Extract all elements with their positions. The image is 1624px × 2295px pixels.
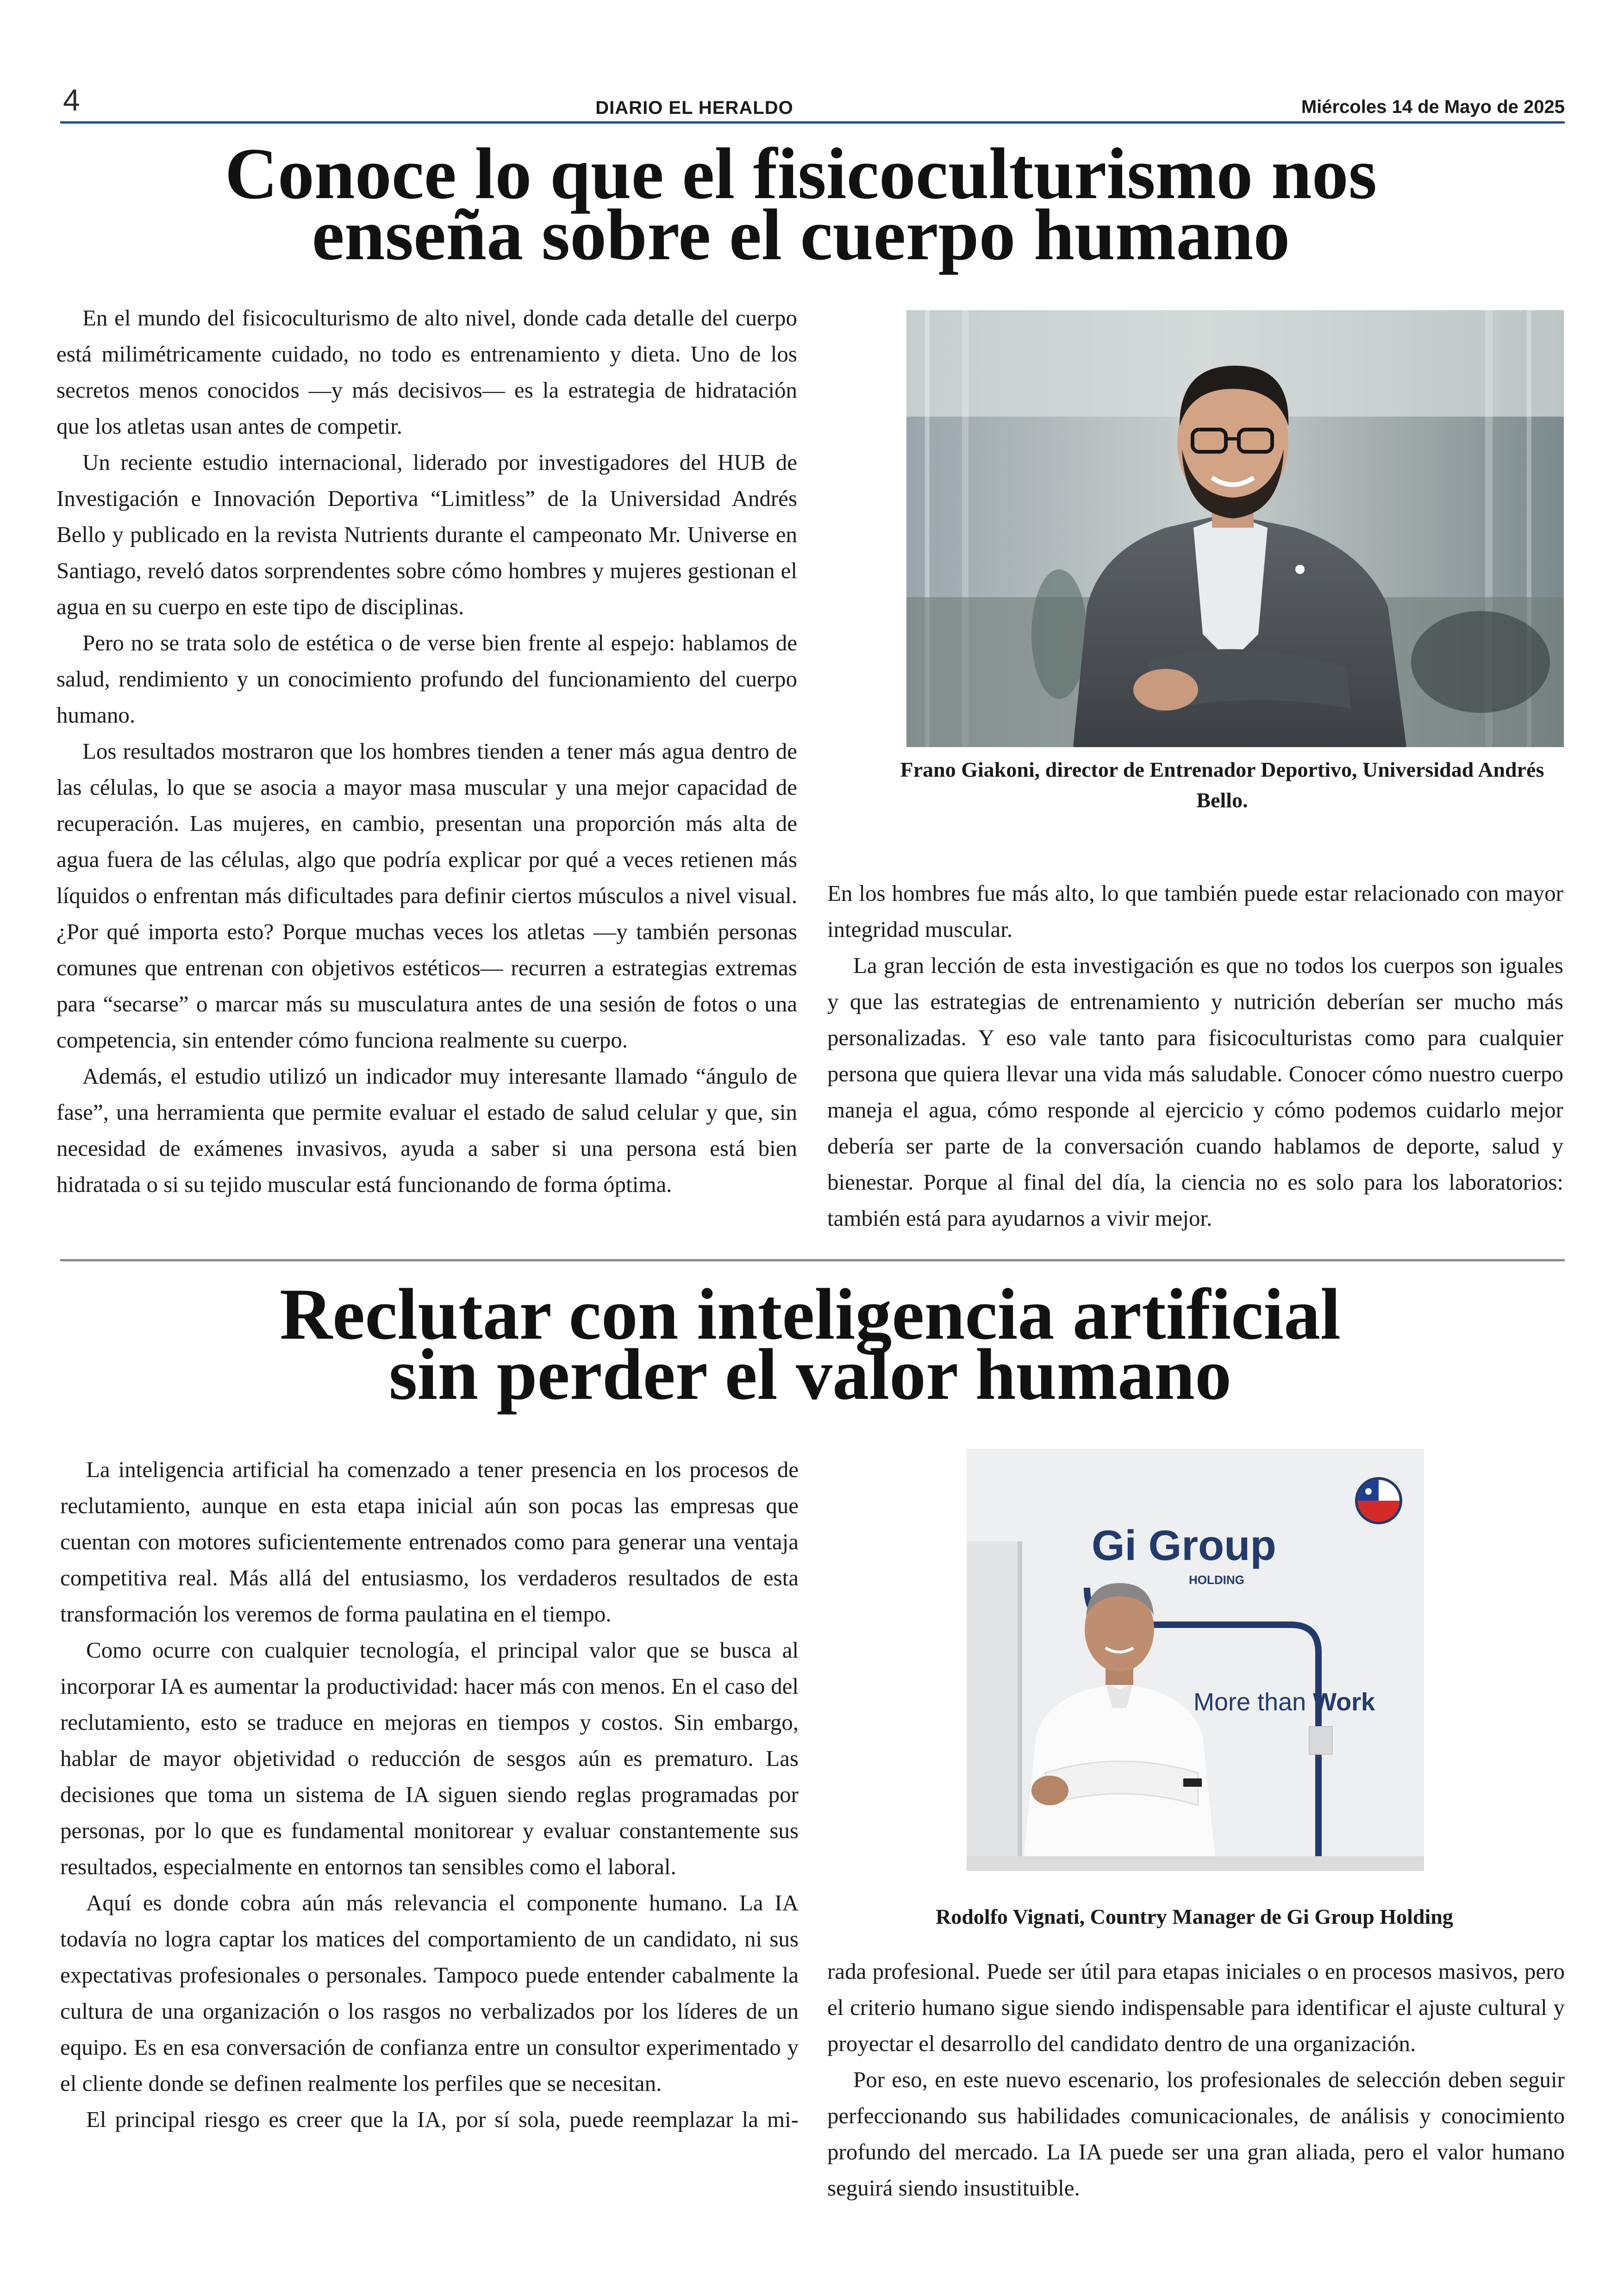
article2-paragraph: Como ocurre con cualquier tecnología, el principal valor que se busca al incorporar IA es aumentar la productividad: hacer más con menos. En el caso del reclutamiento, esto se traduce en mejoras en tiempos y costos. Sin embargo, hablar de mayor objetividad o reducción de sesgos aún es prematuro. Las decisiones que toma un sistema de IA siguen siendo reglas programadas por personas, por lo que es fundamental monitorear y evaluar constantemente sus resultados, especialmente en entornos tan sensibles como el laboral. <box>60 1637 799 1879</box>
page-number: 4 <box>63 83 80 117</box>
article2-column1 <box>60 1452 799 2138</box>
article2-paragraph: Aquí es donde cobra aún más relevancia el componente humano. La IA todavía no logra captar los matices del comportamiento de un candidato, ni sus expectativas profesionales o personales. Tampoco puede entender cabalmente la cultura de una organización o los rasgos no verbalizados por los líderes de un equipo. Es en esa conversación de confianza entre un consultor experimentado y el cliente donde se definen realmente los perfiles que se necesitan. <box>60 1890 799 2096</box>
article2-headline-line2: sin perder el valor humano <box>388 1334 1232 1415</box>
article1-headline-line2: enseña sobre el cuerpo humano <box>312 194 1290 275</box>
article1-paragraph: Además, el estudio utilizó un indicador muy interesante llamado “ángulo de fase”, una herramienta que permite evaluar el estado de salud celular y que, sin necesidad de exámenes invasivos, ayuda a saber si una persona está bien hidratada o si su tejido muscular está funcionando de forma óptima. <box>56 1063 797 1197</box>
article2-column2 <box>827 1953 1565 2206</box>
article2-paragraph: Por eso, en este nuevo escenario, los profesionales de selección deben seguir perfeccionando sus habilidades comunicacionales, de análisis y conocimiento profundo del mercado. La IA puede ser una gran aliada, pero el valor humano seguirá siendo insustituible. <box>827 2067 1565 2201</box>
article2-paragraph: El principal riesgo es creer que la IA, por sí sola, puede reemplazar la mi- <box>86 2107 799 2132</box>
article1-headline <box>14 133 1588 275</box>
article1-continuation: En los hombres fue más alto, lo que también puede estar relacionado con mayor integridad muscular. <box>827 880 1563 942</box>
article2-photo <box>967 1449 1424 1871</box>
article1-column1 <box>56 300 797 1203</box>
article2-paragraph: La inteligencia artificial ha comenzado a tener presencia en los procesos de reclutamiento, aunque en esta etapa inicial aún son pocas las empresas que cuentan con motores suficientemente entrenados como para generar una ventaja competitiva real. Más allá del entusiasmo, los verdaderos resultados de esta transformación los veremos de forma paulatina en el tiempo. <box>60 1457 799 1627</box>
chile-flag-icon <box>1356 1478 1401 1523</box>
article1-paragraph: Un reciente estudio internacional, liderado por investigadores del HUB de Investigación e Innovación Deportiva “Limitless” de la Universidad Andrés Bello y publicado en la revista Nutrients durante el campeonato Mr. Universe en Santiago, reveló datos sorprendentes sobre cómo hombres y mujeres gestionan el agua en su cuerpo en este tipo de disciplinas. <box>56 449 797 619</box>
issue-date: Miércoles 14 de Mayo de 2025 <box>1301 97 1565 117</box>
article2-headline <box>0 1274 1620 1415</box>
article1-paragraph: Pero no se trata solo de estética o de verse bien frente al espejo: hablamos de salud, rendimiento y un conocimiento profundo del funcionamiento del cuerpo humano. <box>56 630 797 728</box>
holding-logo-text: HOLDING <box>1189 1573 1244 1587</box>
article2-continuation: rada profesional. Puede ser útil para etapas iniciales o en procesos masivos, pero el criterio humano sigue siendo indispensable para identificar el ajuste cultural y proyectar el desarrollo del candidato dentro de una organización. <box>827 1958 1565 2056</box>
gi-group-logo-text: Gi Group <box>1092 1522 1276 1569</box>
article1-paragraph: En el mundo del fisicoculturismo de alto nivel, donde cada detalle del cuerpo está milimétricamente cuidado, no todo es entrenamiento y dieta. Uno de los secretos menos conocidos —y más decisivos— es la estrategia de hidratación que los atletas usan antes de competir. <box>56 305 797 439</box>
article1-paragraph: La gran lección de esta investigación es que no todos los cuerpos son iguales y que las estrategias de entrenamiento y nutrición deberían ser mucho más personalizadas. Y eso vale tanto para fisicoculturistas como para cualquier persona que quiera llevar una vida más saludable. Conocer cómo nuestro cuerpo maneja el agua, cómo responde al ejercicio y cómo podemos cuidarlo mejor debería ser parte de la conversación cuando hablamos de deporte, salud y bienestar. Porque al final del día, la ciencia no es solo para los laboratorios: también está para ayudarnos a vivir mejor. <box>827 953 1563 1231</box>
article1-column2 <box>827 875 1563 1236</box>
article1-photo <box>906 310 1564 747</box>
slogan-text: More than Work <box>1193 1688 1375 1716</box>
portrait-man-glasses-image <box>906 310 1564 747</box>
article2-headline-line1: Reclutar con inteligencia artificial <box>280 1274 1341 1355</box>
article1-paragraph: Los resultados mostraron que los hombres tienden a tener más agua dentro de las células, lo que se asocia a mayor masa muscular y una mejor capacidad de recuperación. Las mujeres, en cambio, presentan una proporción más alta de agua fuera de las células, algo que podría explicar por qué a veces retienen más líquidos o enfrentan más dificultades para definir ciertos músculos a nivel visual. ¿Por qué importa esto? Porque muchas veces los atletas —y también personas comunes que entrenan con objetivos estéticos— recurren a estrategias extremas para “secarse” o marcar más su musculatura antes de una sesión de fotos o una competencia, sin entender cómo funciona realmente su cuerpo. <box>56 738 797 1053</box>
article1-photo-caption: Frano Giakoni, director de Entrenador Deportivo, Universidad Andrés Bello. <box>900 758 1544 812</box>
newspaper-name: DIARIO EL HERALDO <box>595 98 793 118</box>
portrait-man-logo-wall-image <box>967 1449 1424 1871</box>
article2-photo-caption: Rodolfo Vignati, Country Manager de Gi Group Holding <box>936 1905 1453 1928</box>
article1-headline-line1: Conoce lo que el fisicoculturismo nos <box>225 133 1377 214</box>
header-rule <box>60 121 1565 124</box>
section-divider <box>60 1259 1565 1261</box>
